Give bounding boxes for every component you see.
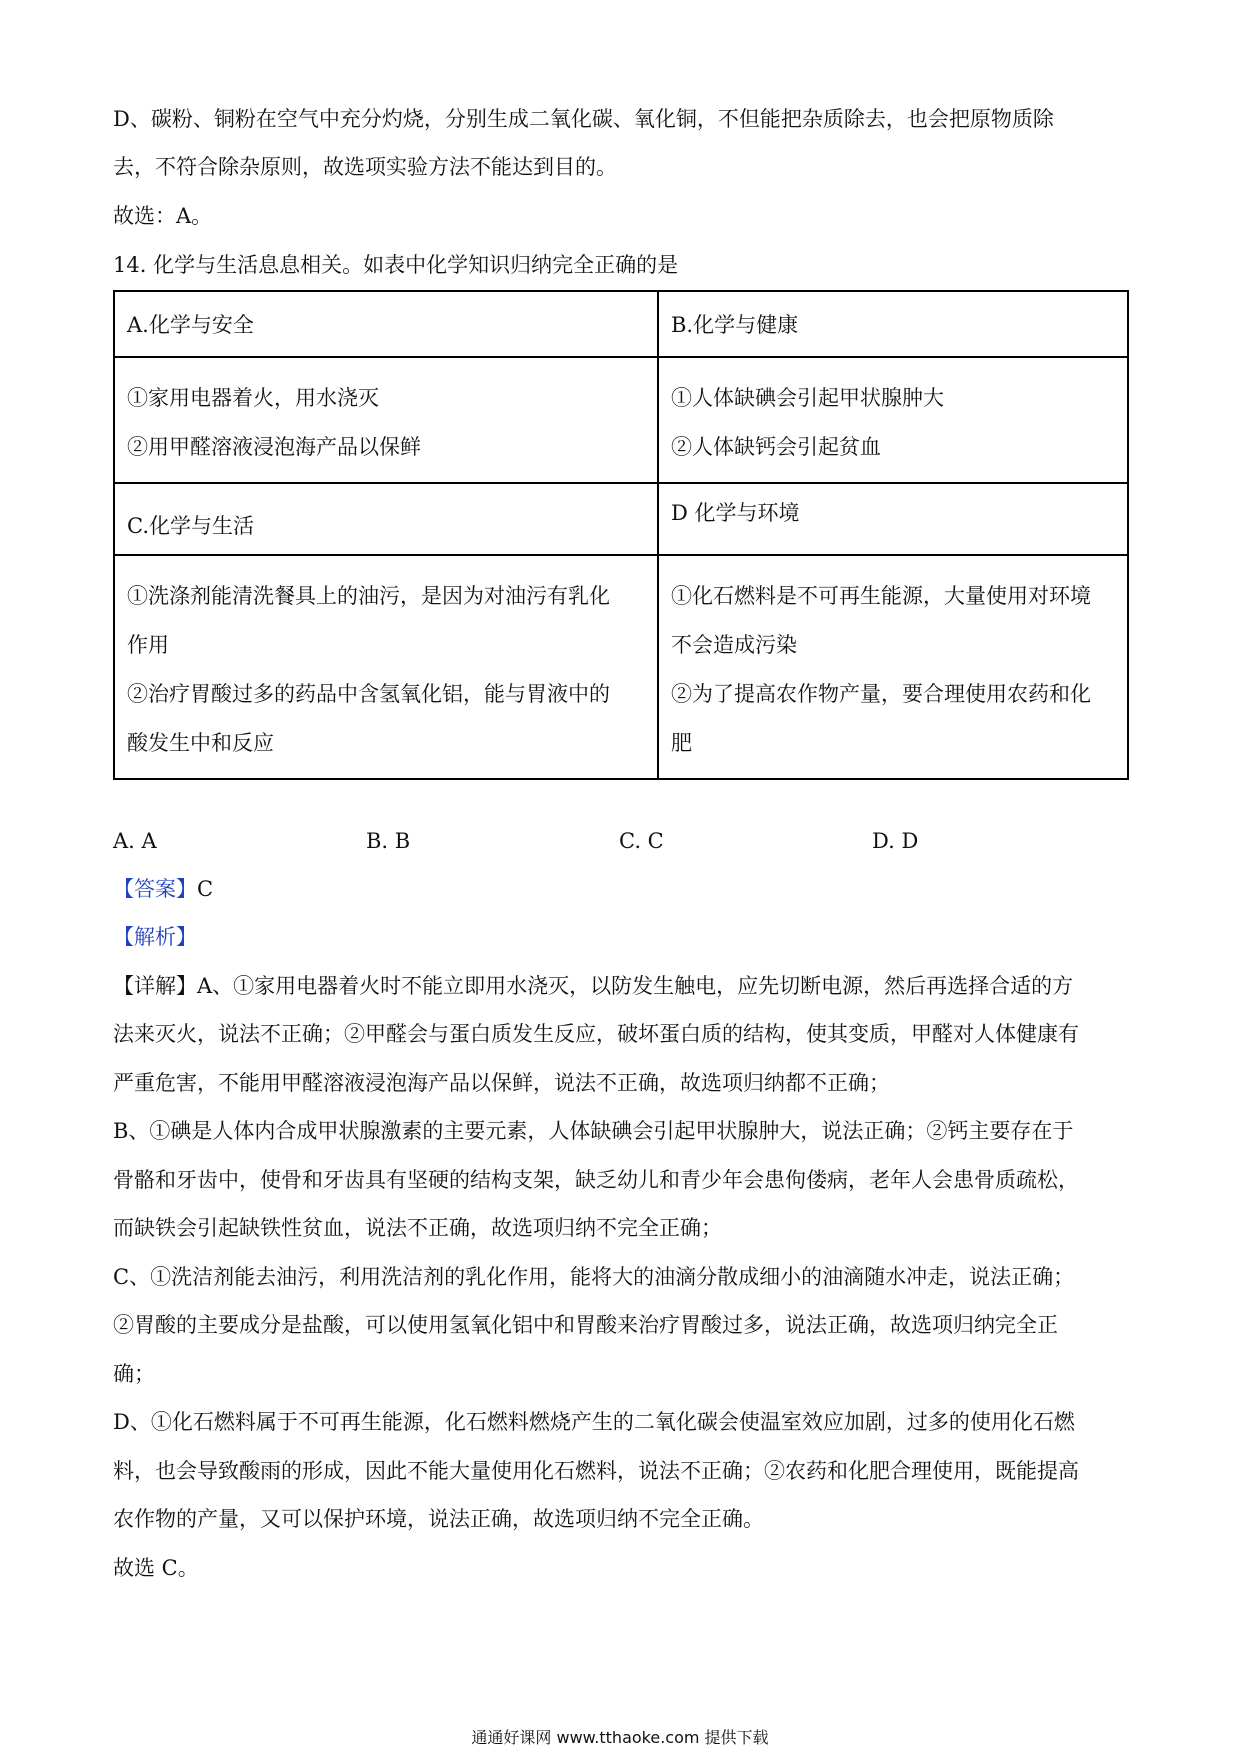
list-item: 作用 bbox=[127, 633, 169, 657]
cell-a-title: A.化学与安全 bbox=[114, 291, 658, 357]
list-item: ①家用电器着火，用水浇灭 bbox=[127, 386, 379, 410]
intro-line-3: 故选：A。 bbox=[113, 204, 213, 228]
list-item: ①洗涤剂能清洗餐具上的油污，是因为对油污有乳化 bbox=[127, 584, 610, 608]
analysis-line: 料，也会导致酸雨的形成，因此不能大量使用化石燃料，说法不正确；②农药和化肥合理使用，既能提高 bbox=[113, 1459, 1079, 1483]
option-c: C. C bbox=[619, 829, 664, 853]
page-footer: 通通好课网 www.tthaoke.com 提供下载 bbox=[471, 1728, 769, 1747]
analysis-line: 而缺铁会引起缺铁性贫血，说法不正确，故选项归纳不完全正确； bbox=[113, 1216, 722, 1240]
cell-b-items bbox=[658, 357, 1128, 483]
analysis-conclusion: 故选 C。 bbox=[113, 1556, 199, 1580]
analysis-line: D、①化石燃料属于不可再生能源，化石燃料燃烧产生的二氧化碳会使温室效应加剧，过多的使用化石燃 bbox=[113, 1410, 1075, 1434]
cell-a-items bbox=[114, 357, 658, 483]
analysis-line: C、①洗洁剂能去油污，利用洗洁剂的乳化作用，能将大的油滴分散成细小的油滴随水冲走，说法正确； bbox=[113, 1265, 1075, 1289]
cell-c-items bbox=[114, 555, 658, 779]
cell-b-title: B.化学与健康 bbox=[658, 291, 1128, 357]
table-row bbox=[114, 555, 1128, 779]
table-row bbox=[114, 357, 1128, 483]
table-row bbox=[114, 483, 1128, 555]
list-item: ②用甲醛溶液浸泡海产品以保鲜 bbox=[127, 435, 421, 459]
analysis-line: ②胃酸的主要成分是盐酸，可以使用氢氧化铝中和胃酸来治疗胃酸过多，说法正确，故选项归纳完全正 bbox=[113, 1313, 1058, 1337]
list-item: 肥 bbox=[671, 731, 692, 755]
intro-line-2: 去，不符合除杂原则，故选项实验方法不能达到目的。 bbox=[113, 155, 617, 179]
list-item: ②治疗胃酸过多的药品中含氢氧化铝，能与胃液中的 bbox=[127, 682, 610, 706]
analysis-line: 法来灭火，说法不正确；②甲醛会与蛋白质发生反应，破坏蛋白质的结构，使其变质，甲醛对人体健康有 bbox=[113, 1022, 1079, 1046]
option-a: A. A bbox=[113, 829, 157, 853]
list-item: ②为了提高农作物产量，要合理使用农药和化 bbox=[671, 682, 1091, 706]
analysis-line: 严重危害，不能用甲醛溶液浸泡海产品以保鲜，说法不正确，故选项归纳都不正确； bbox=[113, 1071, 890, 1095]
analysis-line: 确； bbox=[113, 1362, 155, 1386]
analysis-line: 农作物的产量，又可以保护环境，说法正确，故选项归纳不完全正确。 bbox=[113, 1507, 764, 1531]
option-b: B. B bbox=[366, 829, 411, 853]
answer-label: 【答案】 bbox=[113, 877, 197, 901]
analysis-line: 【详解】A、①家用电器着火时不能立即用水浇灭，以防发生触电，应先切断电源，然后再选择合适的方 bbox=[113, 974, 1074, 998]
list-item: ②人体缺钙会引起贫血 bbox=[671, 435, 881, 459]
option-d: D. D bbox=[872, 829, 919, 853]
list-item: 不会造成污染 bbox=[671, 633, 797, 657]
knowledge-table bbox=[113, 290, 1129, 780]
analysis-label: 【解析】 bbox=[113, 925, 197, 949]
list-item: ①化石燃料是不可再生能源，大量使用对环境 bbox=[671, 584, 1091, 608]
intro-line-1: D、碳粉、铜粉在空气中充分灼烧，分别生成二氧化碳、氧化铜，不但能把杂质除去，也会把原物质除 bbox=[113, 107, 1054, 131]
detail-label: 【详解】 bbox=[113, 974, 197, 998]
table-row bbox=[114, 291, 1128, 357]
cell-d-items bbox=[658, 555, 1128, 779]
question-stem: 14. 化学与生活息息相关。如表中化学知识归纳完全正确的是 bbox=[113, 253, 679, 277]
list-item: 酸发生中和反应 bbox=[127, 731, 274, 755]
analysis-line: B、①碘是人体内合成甲状腺激素的主要元素，人体缺碘会引起甲状腺肿大，说法正确；②钙主要存在于 bbox=[113, 1119, 1074, 1143]
analysis-line: 骨骼和牙齿中，使骨和牙齿具有坚硬的结构支架，缺乏幼儿和青少年会患佝偻病，老年人会患骨质疏松， bbox=[113, 1168, 1079, 1192]
cell-c-title: C.化学与生活 bbox=[114, 483, 658, 555]
cell-d-title: D 化学与环境 bbox=[658, 483, 1128, 555]
answer-value: C bbox=[197, 877, 214, 901]
answer-line bbox=[113, 874, 1130, 904]
list-item: ①人体缺碘会引起甲状腺肿大 bbox=[671, 386, 944, 410]
